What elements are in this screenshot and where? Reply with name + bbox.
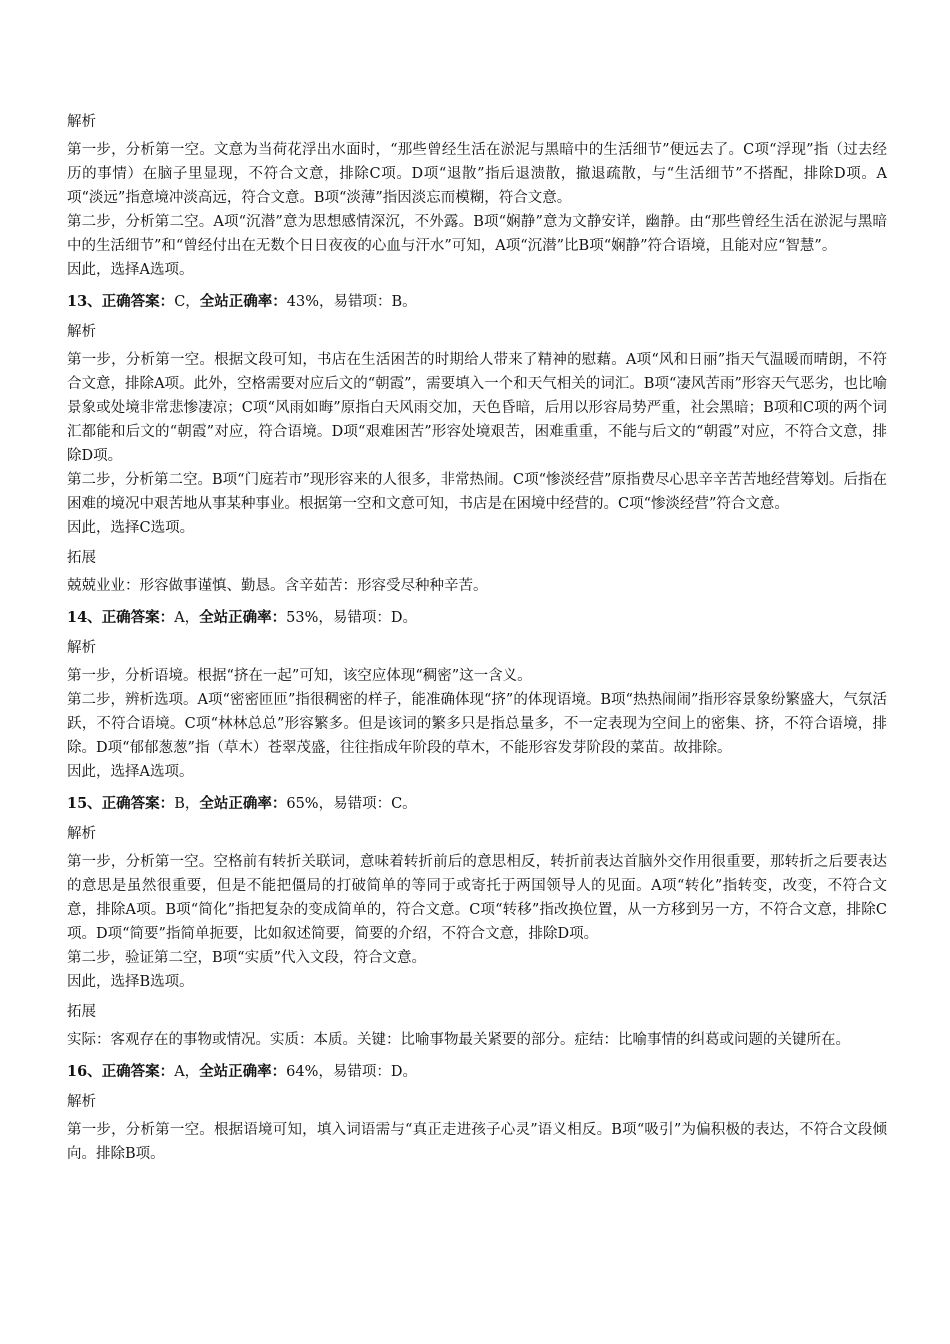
answer-value: A， [174,1064,200,1080]
question-number: 16、 [67,1063,102,1080]
answer-value: A， [174,610,200,626]
rate-value: 53%，易错项：D。 [286,610,418,626]
analysis-label: 解析 [67,1094,96,1110]
answer-value: C， [174,294,200,310]
answer-label: 正确答案： [101,1063,175,1080]
answer-line-16 [67,1060,887,1084]
question-number: 15、 [67,795,102,812]
rate-value: 65%，易错项：C。 [286,796,417,812]
paragraph: 第一步，分析第一空。空格前有转折关联词，意味着转折前后的意思相反，转折前表达首脑外交作用很重要，那转折之后要表达的意思是虽然很重要，但是不能把僵局的打破简单的等同于或寄托于两国领导人的见面。A项“转化”指转变，改变，不符合文意，排除A项。B项“简化”指把复杂的变成简单的，符合文意。C项“转移”指改换位置，从一方移到另一方，不符合文意，排除C项。D项“简要”指简单扼要，比如叙述简要，简要的介绍，不符合文意，排除D项。 [67,854,887,942]
analysis-label: 解析 [67,324,96,340]
rate-label: 全站正确率： [199,795,287,812]
document-page [67,104,887,1166]
extension-text: 兢兢业业：形容做事谨慎、勤恳。含辛茹苦：形容受尽种种辛苦。 [67,578,488,594]
rate-label: 全站正确率： [199,293,287,310]
paragraph: 第一步，分析第一空。根据语境可知，填入词语需与“真正走进孩子心灵”语义相反。B项“吸引”为偏积极的表达，不符合文段倾向。排除B项。 [67,1122,887,1162]
rate-label: 全站正确率： [199,609,287,626]
answer-line-15 [67,792,887,816]
rate-label: 全站正确率： [199,1063,287,1080]
answer-label: 正确答案： [101,609,175,626]
answer-label: 正确答案： [101,293,175,310]
answer-line-13 [67,290,887,314]
paragraph: 因此，选择B选项。 [67,974,194,990]
paragraph: 因此，选择C选项。 [67,520,195,536]
extension-text: 实际：客观存在的事物或情况。实质：本质。关键：比喻事物最关紧要的部分。症结：比喻事情的纠葛或问题的关键所在。 [67,1032,850,1048]
paragraph: 第二步，验证第二空，B项“实质”代入文段，符合文意。 [67,950,426,966]
analysis-label: 解析 [67,114,96,130]
analysis-label: 解析 [67,826,96,842]
extension-label: 拓展 [67,1004,96,1020]
paragraph: 第二步，分析第二空。A项“沉潜”意为思想感情深沉，不外露。B项“娴静”意为文静安详，幽静。由“那些曾经生活在淤泥与黑暗中的生活细节”和“曾经付出在无数个日日夜夜的心血与汗水”可知，A项“沉潜”比B项“娴静”符合语境，且能对应“智慧”。 [67,214,887,254]
paragraph: 第一步，分析第一空。文意为当荷花浮出水面时，“那些曾经生活在淤泥与黑暗中的生活细节”便远去了。C项“浮现”指（过去经历的事情）在脑子里显现，不符合文意，排除C项。D项“退散”指后退溃散，撤退疏散，与“生活细节”不搭配，排除D项。A项“淡远”指意境冲淡高远，符合文意。B项“淡薄”指因淡忘而模糊，符合文意。 [67,142,887,206]
answer-line-14 [67,606,887,630]
paragraph: 第二步，辨析选项。A项“密密匝匝”指很稠密的样子，能准确体现“挤”的体现语境。B项“热热闹闹”指形容景象纷繁盛大，气氛活跃，不符合语境。C项“林林总总”形容繁多。但是该词的繁多只是指总量多，不一定表现为空间上的密集、挤，不符合语境，排除。D项“郁郁葱葱”指（草木）苍翠茂盛，往往指成年阶段的草木，不能形容发芽阶段的菜苗。故排除。 [67,692,887,756]
paragraph: 因此，选择A选项。 [67,262,194,278]
rate-value: 64%，易错项：D。 [286,1064,418,1080]
paragraph: 第二步，分析第二空。B项“门庭若市”现形容来的人很多，非常热闹。C项“惨淡经营”原指费尽心思辛辛苦苦地经营筹划。后指在困难的境况中艰苦地从事某种事业。根据第一空和文意可知，书店是在困境中经营的。C项“惨淡经营”符合文意。 [67,472,887,512]
answer-label: 正确答案： [101,795,175,812]
question-number: 14、 [67,609,102,626]
answer-value: B， [174,796,200,812]
rate-value: 43%，易错项：B。 [286,294,417,310]
paragraph: 第一步，分析第一空。根据文段可知，书店在生活困苦的时期给人带来了精神的慰藉。A项“风和日丽”指天气温暖而晴朗，不符合文意，排除A项。此外，空格需要对应后文的“朝霞”，需要填入一个和天气相关的词汇。B项“凄风苦雨”形容天气恶劣，也比喻景象或处境非常悲惨凄凉；C项“风雨如晦”原指白天风雨交加，天色昏暗，后用以形容局势严重，社会黑暗；B项和C项的两个词汇都能和后文的“朝霞”对应，符合语境。D项“艰难困苦”形容处境艰苦，困难重重，不能与后文的“朝霞”对应，不符合文意，排除D项。 [67,352,887,464]
paragraph: 因此，选择A选项。 [67,764,194,780]
extension-label: 拓展 [67,550,96,566]
question-number: 13、 [67,293,102,310]
paragraph: 第一步，分析语境。根据“挤在一起”可知，该空应体现“稠密”这一含义。 [67,668,532,684]
analysis-label: 解析 [67,640,96,656]
